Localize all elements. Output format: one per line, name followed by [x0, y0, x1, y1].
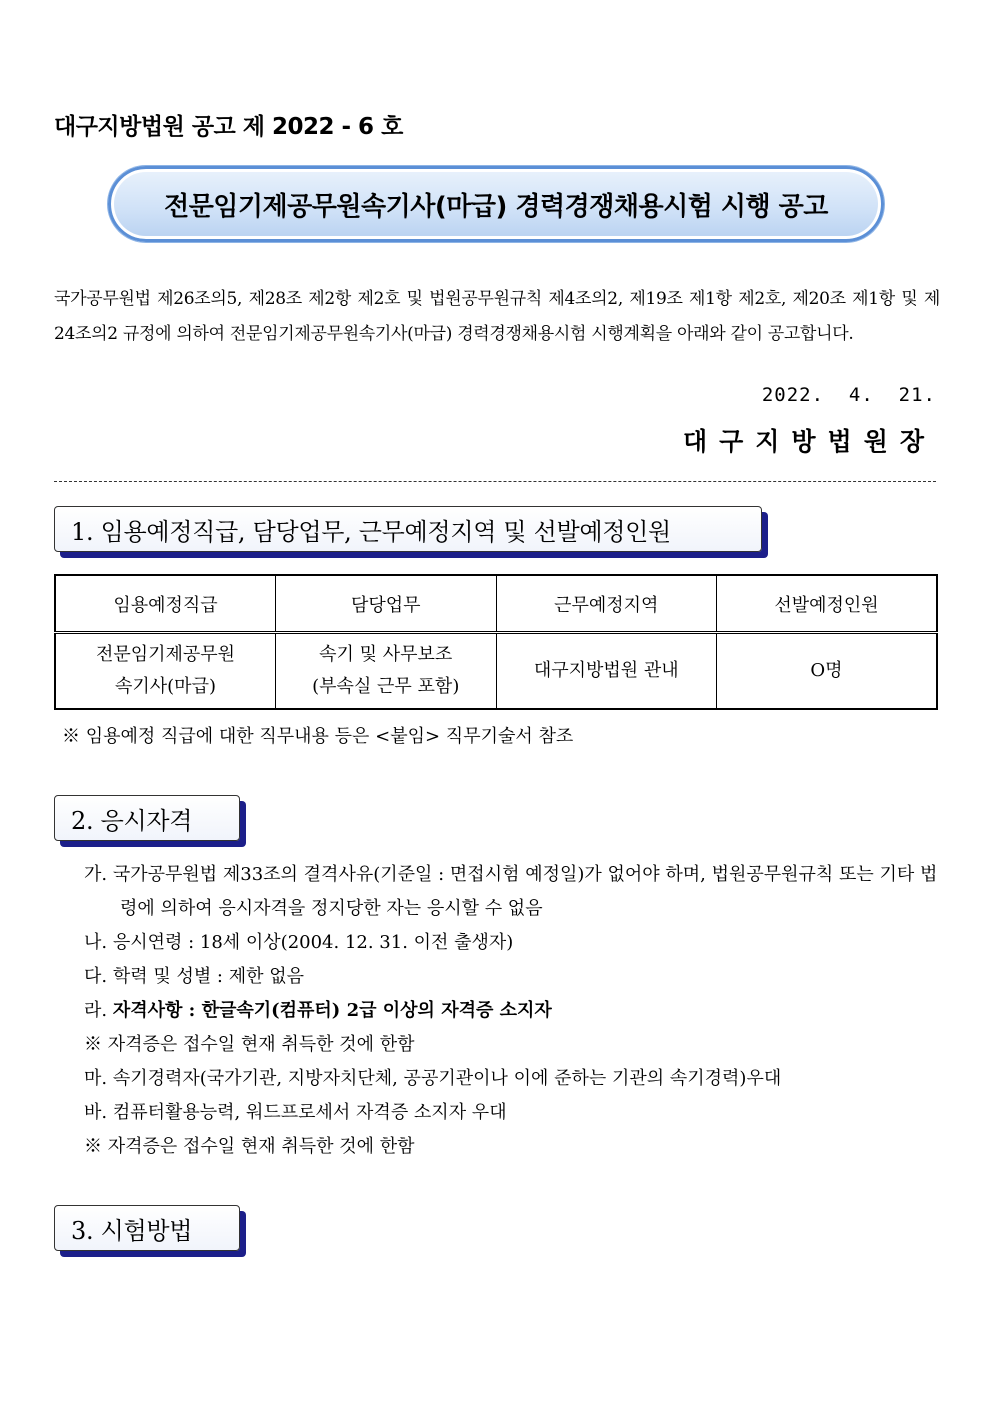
page-title: 전문임기제공무원속기사(마급) 경력경쟁채용시험 시행 공고	[164, 191, 828, 222]
list-item: ※ 자격증은 접수일 현재 취득한 것에 한함	[84, 1034, 415, 1055]
list-item-prefix: 라.	[84, 1000, 113, 1021]
duty-line2: (부속실 근무 포함)	[312, 676, 460, 697]
list-item-bold-text: 자격사항 : 한글속기(컴퓨터) 2급 이상의 자격증 소지자	[112, 1000, 552, 1021]
list-item: 나. 응시연령 : 18세 이상(2004. 12. 31. 이전 출생자)	[84, 932, 514, 953]
section2-heading-text: 2. 응시자격	[71, 806, 193, 835]
section2-heading	[54, 795, 240, 841]
positions-table	[54, 574, 938, 710]
table-header-cell: 선발예정인원	[717, 575, 938, 633]
list-item	[84, 994, 940, 1028]
count-cell: O명	[717, 633, 938, 710]
section1-heading-text: 1. 임용예정직급, 담당업무, 근무예정지역 및 선발예정인원	[71, 517, 671, 546]
title-banner	[108, 166, 884, 242]
section1-heading	[54, 506, 762, 552]
table-row	[55, 633, 937, 710]
qualification-list	[84, 858, 940, 1164]
notice-date: 2022. 4. 21.	[761, 384, 936, 406]
intro-paragraph: 국가공무원법 제26조의5, 제28조 제2항 제2호 및 법원공무원규칙 제4조의2, 제19조 제1항 제2호, 제20조 제1항 및 제24조의2 규정에 의하여 전문임기제공무원속기사(마급) 경력경쟁채용시험 시행계획을 아래와 같이 공고합니다.	[54, 289, 940, 344]
list-item: ※ 자격증은 접수일 현재 취득한 것에 한함	[84, 1136, 415, 1157]
grade-line2: 속기사(마급)	[115, 676, 216, 697]
duty-line1: 속기 및 사무보조	[319, 644, 453, 665]
divider	[54, 481, 936, 482]
list-item: 마. 속기경력자(국가기관, 지방자치단체, 공공기관이나 이에 준하는 기관의 속기경력)우대	[84, 1068, 782, 1089]
region-cell: 대구지방법원 관내	[496, 633, 717, 710]
list-item: 바. 컴퓨터활용능력, 워드프로세서 자격증 소지자 우대	[84, 1102, 507, 1123]
grade-line1: 전문임기제공무원	[95, 644, 236, 665]
grade-cell	[55, 633, 276, 710]
duty-cell	[276, 633, 497, 710]
table-header-cell: 임용예정직급	[55, 575, 276, 633]
list-item: 다. 학력 및 성별 : 제한 없음	[84, 966, 304, 987]
section3-heading	[54, 1205, 240, 1251]
notice-number: 대구지방법원 공고 제 2022 - 6 호	[54, 114, 403, 140]
issuer-name: 대구지방법원장	[682, 427, 936, 456]
reference-note: ※ 임용예정 직급에 대한 직무내용 등은 <붙임> 직무기술서 참조	[62, 726, 574, 747]
section3-heading-text: 3. 시험방법	[71, 1216, 193, 1245]
table-header-cell: 근무예정지역	[496, 575, 717, 633]
table-header-cell: 담당업무	[276, 575, 497, 633]
table-header-row	[55, 575, 937, 633]
list-item: 가. 국가공무원법 제33조의 결격사유(기준일 : 면접시험 예정일)가 없어야 하며, 법원공무원규칙 또는 기타 법령에 의하여 응시자격을 정지당한 자는 응시할 수 없음	[84, 864, 938, 919]
